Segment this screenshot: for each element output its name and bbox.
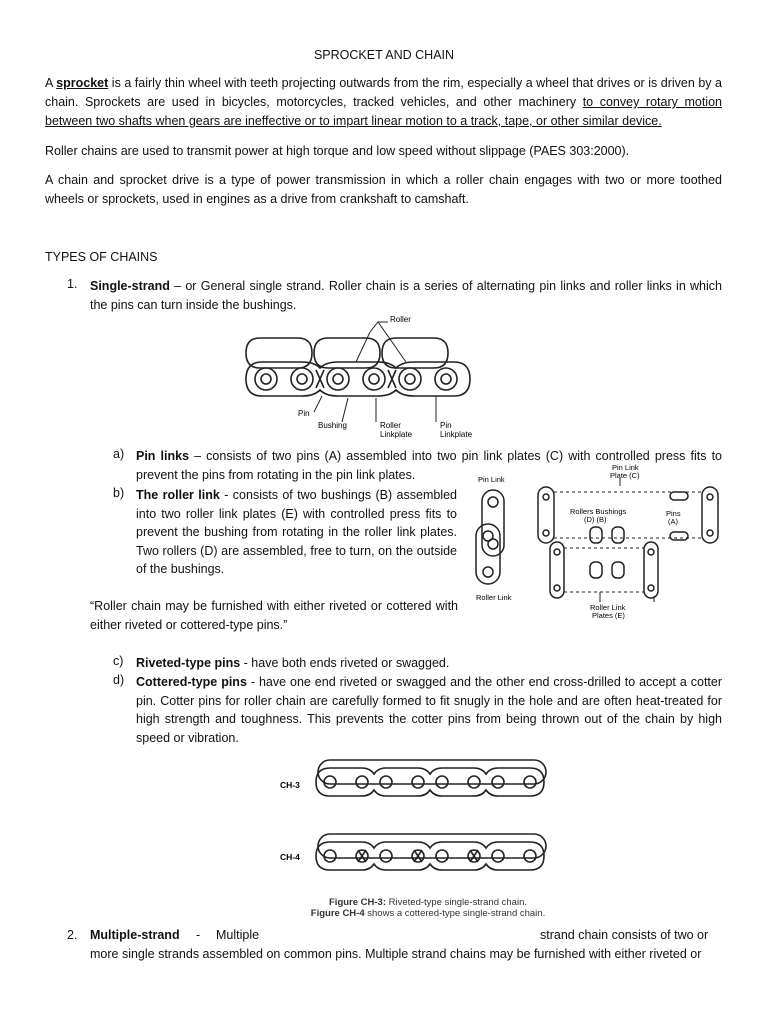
single-strand-desc: – or General single strand. Roller chain is a series of alternating pin links and roller links in which the pins can turn inside the bushings. [90, 279, 722, 312]
roller-chain-figure [240, 310, 480, 440]
label-plates-e: Plates (E) [592, 611, 625, 620]
pin-links-desc: – consists of two pins (A) assembled into two pin link plates (C) with controlled press fits to prevent the pins from rotating in the pin link plates. [136, 449, 722, 482]
label-pins: Pins [666, 509, 681, 518]
label-rollers-bushings: Rollers Bushings [570, 507, 627, 516]
figure-caption-1 [288, 897, 568, 908]
item-2-word: Multiple [216, 928, 260, 942]
item-1-number: 1. [67, 277, 78, 291]
label-pin-link-plate: Pin Link [612, 463, 639, 472]
chain-link-exploded-figure [470, 462, 725, 627]
label-roller-link: Roller Link [476, 593, 512, 602]
cottered-pins-term: Cottered-type pins [136, 675, 247, 689]
intro-underlined-text: to convey rotary motion between two shafts when gears are ineffective or to impart linear motion to a track, tape, or other similar device. [45, 95, 722, 128]
label-pin-link: Pin Link [478, 475, 505, 484]
types-heading: TYPES OF CHAINS [45, 250, 158, 264]
label-d-b: (D) (B) [584, 515, 607, 524]
pin-links-term: Pin links [136, 449, 190, 463]
label-pin: Pin [298, 409, 310, 418]
ch3-ch4-chain-figure [270, 752, 550, 897]
item-2-line-2: more single strands assembled on common pins. Multiple strand chains may be furnished with either riveted or [90, 947, 702, 961]
sub-d-text [136, 673, 722, 747]
sub-c-letter: c) [113, 654, 124, 668]
label-a: (A) [668, 517, 678, 526]
label-roller: Roller [390, 315, 411, 324]
label-ch4: CH-4 [280, 852, 300, 862]
riveted-pins-term: Riveted-type pins [136, 656, 241, 670]
intro-paragraph-2: Roller chains are used to transmit power at high torque and low speed without slippage (PAES 303:2000). [45, 144, 630, 158]
item-2-dash: - [196, 928, 201, 942]
intro-paragraph-3: A chain and sprocket drive is a type of power transmission in which a roller chain engages with two or more toothed wheels or sprockets, used in engines as a drive from crankshaft to camshaft. [45, 173, 722, 206]
cottered-pins-desc: - have one end riveted or swagged and the other end cross-drilled to accept a cotter pin. Cotter pins for roller chain are carefully formed to fit snugly in the hole and are often heat-treated for high strength and toughness. This prevents the cotter pins from being thrown out of the chain by high speed or vibration. [136, 675, 723, 745]
caption-1-text: Riveted-type single-strand chain. [386, 897, 527, 908]
item-2-rest: strand chain consists of two or [540, 928, 709, 942]
sub-b-letter: b) [113, 486, 125, 500]
intro-text-b: is a fairly thin wheel with teeth projecting outwards from the rim, especially a wheel that drives or is driven by a chain. Sprockets are used in bicycles, motorcycles, tracked vehicles, and other machinery [45, 76, 722, 109]
multiple-strand-term: Multiple-strand [90, 928, 180, 942]
sub-a-letter: a) [113, 447, 125, 461]
riveted-pins-desc: - have both ends riveted or swagged. [240, 656, 450, 670]
sub-d-letter: d) [113, 673, 125, 687]
label-pin-linkplate-1: Pin [440, 421, 452, 430]
label-roller-link-plates: Roller Link [590, 603, 626, 612]
sub-b-text [136, 486, 457, 579]
label-plate-c: Plate (C) [610, 471, 640, 480]
sprocket-term: sprocket [56, 76, 109, 90]
roller-link-desc: - consists of two bushings (B) assembled into two roller link plates (E) with controlled press fits to prevent the bushing from rotating in the roller link plates. Two rollers (D) are assembled, free to turn, on the outside of the bushings. [136, 488, 457, 576]
roller-link-term: The roller link [136, 488, 220, 502]
label-roller-linkplate-1: Roller [380, 421, 401, 430]
quote-text: “Roller chain may be furnished with either riveted or cottered with either riveted or cottered-type pins.” [90, 599, 458, 632]
caption-2-bold: Figure CH-4 [310, 908, 365, 919]
label-ch3: CH-3 [280, 780, 300, 790]
intro-paragraph-1 [45, 74, 722, 131]
single-strand-term: Single-strand [90, 279, 170, 293]
label-roller-linkplate-2: Linkplate [380, 430, 413, 439]
figure-caption-2 [288, 908, 568, 919]
item-2-number: 2. [67, 928, 78, 942]
caption-1-bold: Figure CH-3: [329, 897, 386, 908]
page-title: SPROCKET AND CHAIN [313, 48, 455, 62]
caption-2-text: shows a cottered-type single-strand chain. [364, 908, 546, 919]
label-bushing: Bushing [318, 421, 347, 430]
intro-text-a: A [45, 76, 53, 90]
sub-c-text [136, 654, 722, 673]
label-pin-linkplate-2: Linkplate [440, 430, 473, 439]
